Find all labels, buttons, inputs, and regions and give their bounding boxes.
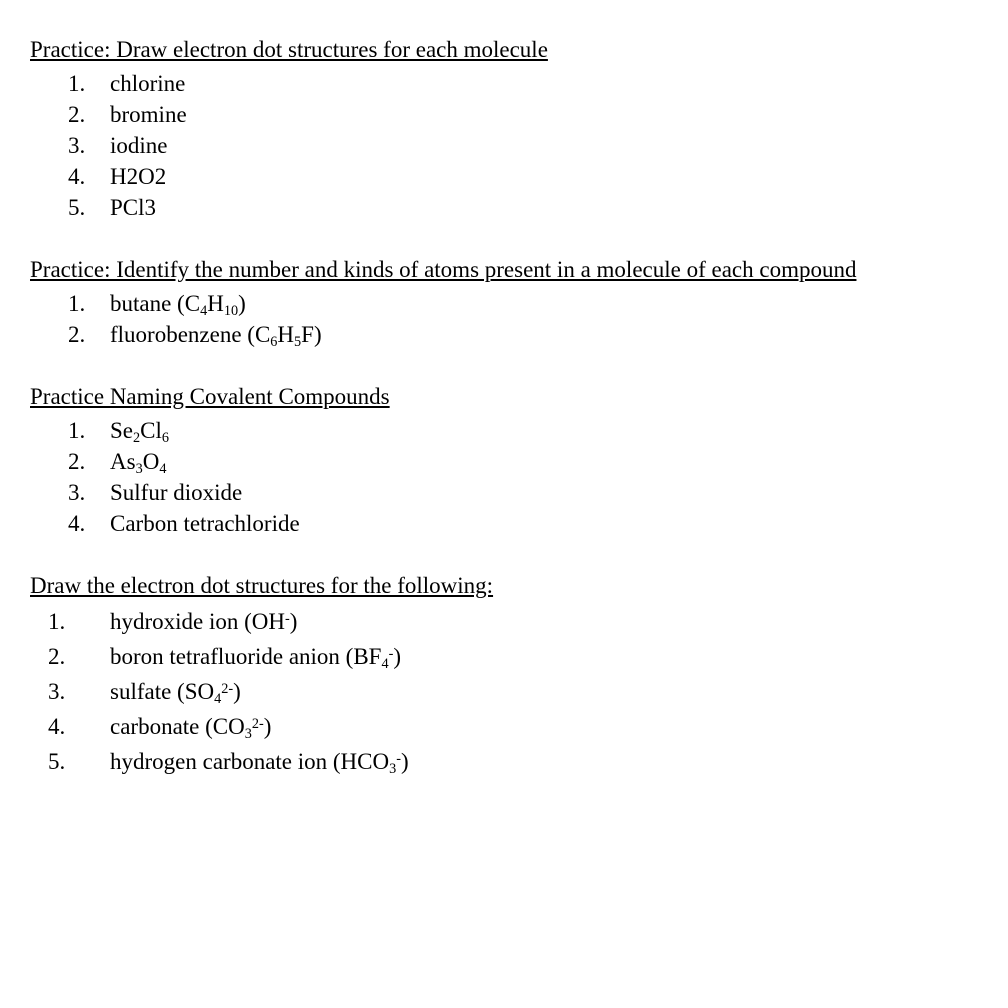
list-item-text: Carbon tetrachloride bbox=[110, 511, 300, 536]
list-item-text: hydrogen carbonate ion $(HCO_3^-)$ bbox=[110, 749, 409, 777]
section-heading: Practice Naming Covalent Compounds bbox=[30, 384, 390, 409]
list-item-number: 1. bbox=[68, 71, 86, 96]
worksheet-section bbox=[30, 254, 1008, 350]
list-item bbox=[30, 604, 1008, 639]
list-item bbox=[30, 639, 1008, 674]
list-item-text: PCl3 bbox=[110, 195, 157, 220]
list-item-number: 5. bbox=[48, 749, 66, 774]
list-item bbox=[30, 508, 1008, 539]
list-item bbox=[30, 446, 1008, 477]
list-item-text: butane $(C_4H_{10})$ bbox=[110, 291, 246, 319]
list-item bbox=[30, 68, 1008, 99]
list-item bbox=[30, 288, 1008, 319]
section-list bbox=[30, 288, 1008, 350]
list-item-number: 2. bbox=[48, 644, 66, 669]
list-item bbox=[30, 161, 1008, 192]
list-item bbox=[30, 99, 1008, 130]
document-body bbox=[30, 34, 1008, 779]
list-item-number: 4. bbox=[68, 164, 86, 189]
worksheet-section bbox=[30, 570, 1008, 779]
section-heading: Practice: Draw electron dot structures for each molecule bbox=[30, 37, 548, 62]
list-item-text: boron tetrafluoride anion $(BF_4^-)$ bbox=[110, 644, 402, 672]
list-item-number: 1. bbox=[68, 291, 86, 316]
list-item-text: chlorine bbox=[110, 71, 186, 96]
section-list bbox=[30, 68, 1008, 223]
list-item-number: 2. bbox=[68, 449, 86, 474]
list-item-text: carbonate $(CO_3^{2-})$ bbox=[110, 714, 272, 742]
section-list bbox=[30, 415, 1008, 539]
list-item-text: iodine bbox=[110, 133, 168, 158]
list-item-text: Sulfur dioxide bbox=[110, 480, 243, 505]
list-item-text: sulfate $(SO_4^{2-})$ bbox=[110, 679, 241, 707]
list-item-number: 1. bbox=[68, 418, 86, 443]
list-item bbox=[30, 192, 1008, 223]
list-item bbox=[30, 674, 1008, 709]
list-item-number: 4. bbox=[68, 511, 86, 536]
section-heading: Practice: Identify the number and kinds of atoms present in a molecule of each compound bbox=[30, 257, 857, 282]
list-item-number: 2. bbox=[68, 102, 86, 127]
list-item-number: 3. bbox=[68, 133, 86, 158]
list-item-number: 1. bbox=[48, 609, 66, 634]
list-item bbox=[30, 744, 1008, 779]
list-item bbox=[30, 130, 1008, 161]
section-list bbox=[30, 604, 1008, 779]
list-item-text: $As_3O_4$ bbox=[110, 449, 167, 477]
list-item-text: bromine bbox=[110, 102, 187, 127]
list-item-number: 2. bbox=[68, 322, 86, 347]
list-item-number: 3. bbox=[48, 679, 66, 704]
list-item bbox=[30, 477, 1008, 508]
list-item bbox=[30, 319, 1008, 350]
list-item bbox=[30, 415, 1008, 446]
list-item-number: 3. bbox=[68, 480, 86, 505]
list-item-text: hydroxide ion (OH-) bbox=[110, 609, 298, 634]
worksheet-section bbox=[30, 381, 1008, 539]
list-item-text: H2O2 bbox=[110, 164, 167, 189]
section-heading: Draw the electron dot structures for the following: bbox=[30, 573, 494, 598]
worksheet-section bbox=[30, 34, 1008, 223]
list-item-number: 4. bbox=[48, 714, 66, 739]
list-item-text: $Se_2Cl_6$ bbox=[110, 418, 169, 446]
list-item bbox=[30, 709, 1008, 744]
list-item-text: fluorobenzene $(C_6H_5F)$ bbox=[110, 322, 322, 350]
list-item-number: 5. bbox=[68, 195, 86, 220]
